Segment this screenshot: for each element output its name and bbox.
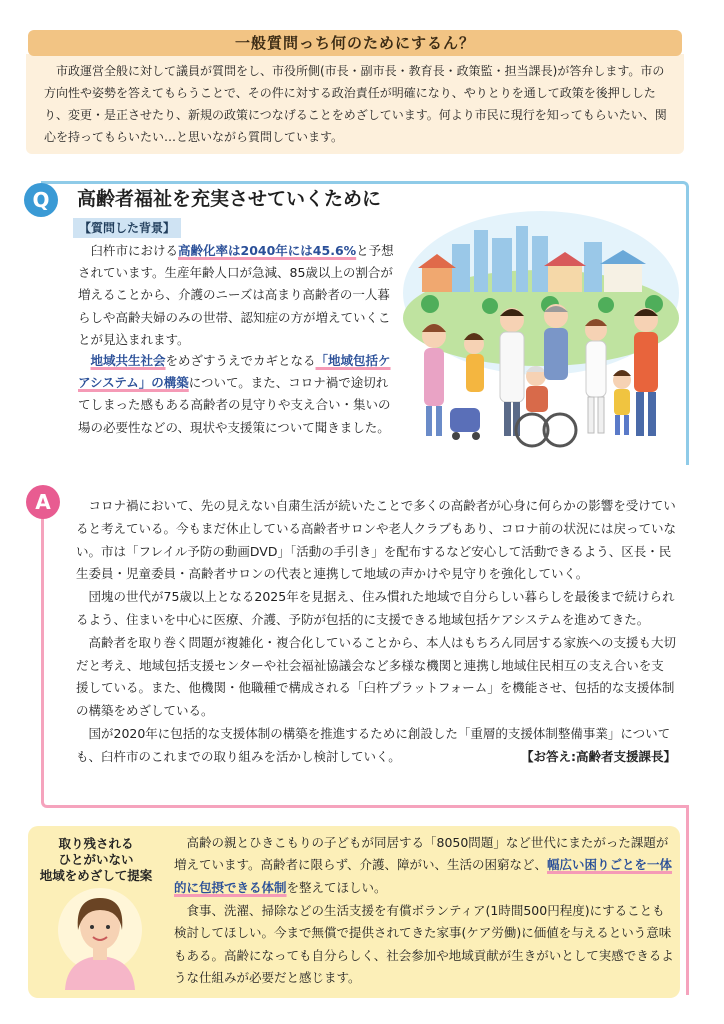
proposal-paragraph-1: 高齢の親とひきこもりの子どもが同居する「8050問題」など世代にまたがった課題が増えています。高齢者に限らず、介護、障がい、生活の困窮など、幅広い困りごとを一体的に包摂できる体制を整えてほしい。 <box>174 835 673 895</box>
question-paragraph-2: 地域共生社会をめざすうえでカギとなる「地域包括ケアシステム」の構築について。また、コロナ禍で途切れてしまった感もある高齢者の見守りや支え合い・集いの場の必要性などの、現状や支援策について聞きました。 <box>78 353 391 435</box>
question-title: 高齢者福祉を充実させていくために <box>77 188 382 210</box>
intro-title: 一般質問っち何のためにするん？ <box>28 30 682 56</box>
proposal-heading: 取り残される ひとがいない 地域をめざして提案 <box>39 836 153 883</box>
intro-text: 市政運営全般に対して議員が質問をし、市役所側(市長・副市長・教育長・政策監・担当課長)が答弁します。市の方向性や姿勢を答えてもらうことで、その件に対する政治責任が明確になり、やりとりを通して政策を後押ししたり、変更・是正させたり、新規の政策につなげることをめざしています。何より市民に現行を知ってもらいたい、関心を持ってもらいたい…と思いながら質問しています。 <box>44 64 667 144</box>
answer-footer: 【お答え:高齢者支援課長】 <box>521 748 676 764</box>
answer-badge: A <box>26 485 60 519</box>
answer-paragraph-2: 団塊の世代が75歳以上となる2025年を見据え、住み慣れた地域で自分らしい暮らしを最後まで続けられるよう、住まいを中心に医療、介護、予防が包括的に支援できる地域包括ケアシステムを進めてきた。 <box>76 589 675 627</box>
answer-paragraph-1: コロナ禍において、先の見えない自粛生活が続いたことで多くの高齢者が心身に何らかの影響を受けていると考えている。今もまだ休止している高齢者サロンや老人クラブもあり、コロナ前の状況には戻っていない。市は「フレイル予防の動画DVD」「活動の手引き」を配布するなど安心して活動できるよう、区長・民生委員・児童委員・高齢者サロンの代表と連携して地域の声かけや見守りを強化していく。 <box>76 498 677 582</box>
answer-body <box>76 495 676 769</box>
intro-section <box>22 26 688 154</box>
proposal-paragraph-2: 食事、洗濯、掃除などの生活支援を有償ボランティア(1時間500円程度)にすることも検討してほしい。今まで無償で提供されてきた家事(ケア労働)に価値を与えるという意味もある。高齢になっても自分らしく、社会参加や地域貢献が生きがいとして実感できるような仕組みが必要だと感じます。 <box>174 903 674 985</box>
question-label: 【質問した背景】 <box>73 218 181 238</box>
answer-paragraph-4: 国が2020年に包括的な支援体制の構築を推進するために創設した「重層的支援体制整備事業」についても、臼杵市のこれまでの取り組みを活かし検討していく。 <box>76 725 671 764</box>
answer-paragraph-3: 高齢者を取り巻く問題が複雑化・複合化していることから、本人はもちろん同居する家族への支援も大切だと考え、地域包括支援センターや社会福祉協議会など多様な機関と連携し地域住民相互の支え合いを支援している。また、他機関・他職種で構成される「臼杵プラットフォーム」を機能させ、包括的な支援体制の構築をめざしている。 <box>76 634 677 719</box>
proposal-frame-line <box>686 805 689 995</box>
councilor-portrait-illustration <box>55 880 145 990</box>
question-paragraph-1: 臼杵市における高齢化率は2040年には45.6%と予想されています。生産年齢人口が急減、85歳以上の割合が増えることから、介護のニーズは高まり高齢者の一人暮らしや高齢夫婦のみの世帯、認知症の方が増えていくことが見込まれます。 <box>78 243 394 347</box>
question-badge: Q <box>24 183 58 217</box>
elderly-community-illustration <box>400 208 682 460</box>
intro-box <box>26 54 684 154</box>
